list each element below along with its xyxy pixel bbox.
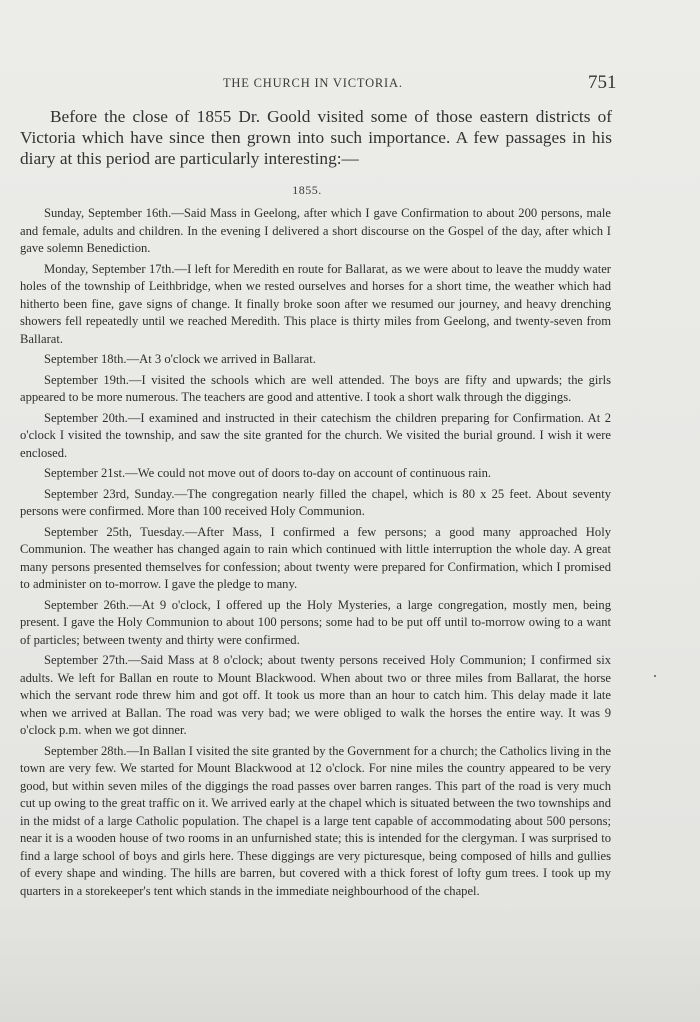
diary-entry: Monday, September 17th.—I left for Meredith en route for Ballarat, as we were about to leave the muddy water holes of the township of Leithbridge, when we rested ourselves and horses for a short time, the weather which had hitherto been fine, gave signs of change. It finally broke soon after we resumed our journey, and heavy drenching showers fell repeatedly until we reached Meredith. This place is thirty miles from Geelong, and twenty-seven from Ballarat. [20,261,611,346]
diary-entry: September 28th.—In Ballan I visited the site granted by the Government for a church; the Catholics living in the town are very few. We started for Mount Blackwood at 12 o'clock. For nine miles the country appeared to be very good, but within seven miles of the diggings the road passes over barren ranges. This part of the road is very much cut up owing to the great traffic on it. We arrived early at the chapel which is situated between the two townships and in the midst of a large Catholic population. The chapel is a large tent capable of accommodating about 500 persons; near it is a wooden house of two rooms in an unfurnished state; this is intended for the clergyman. I was surprised to find a large school of boys and girls here. These diggings are very picturesque, being composed of hills and gullies of every shape and winding. The hills are barren, but covered with a thick forest of lofty gum trees. I took up my quarters in a storekeeper's tent which stands in the immediate neighbourhood of the chapel. [20,743,611,898]
page-shading [0,902,700,1022]
diary-entry: September 20th.—I examined and instructed in their catechism the children preparing for Confirmation. At 2 o'clock I visited the township, and saw the site granted for the church. We visited the burial ground. I wish it were enclosed. [20,410,611,460]
diary-entry: Sunday, September 16th.—Said Mass in Geelong, after which I gave Confirmation to about 200 persons, male and female, adults and children. In the evening I delivered a short discourse on the Gospel of the day, after which I gave solemn Benediction. [20,206,611,255]
diary-entry: September 25th, Tuesday.—After Mass, I confirmed a few persons; a good many approached Holy Communion. The weather has changed again to rain which continued with little interruption the whole day. A great many persons presented themselves for confession; about twenty were prepared for Confirmation, which I promised to administer on to-morrow. I gave the pledge to many. [20,524,611,591]
diary-entry: September 27th.—Said Mass at 8 o'clock; about twenty persons received Holy Communion; I confirmed six adults. We left for Ballan en route to Mount Blackwood. When about two or three miles from Ballarat, the horse which the servant rode threw him and got off. It took us more than an hour to catch him. This delay made it late when we arrived at Ballan. The road was very bad; we were obliged to walk the horses the entire way. It was 9 o'clock p.m. when we got dinner. [20,653,611,737]
diary-entry: September 18th.—At 3 o'clock we arrived in Ballarat. [44,352,316,366]
running-title: THE CHURCH IN VICTORIA. [223,76,403,90]
diary-entries [20,205,611,903]
year-heading: 1855. [292,183,322,197]
running-head [0,74,700,94]
diary-entry: September 19th.—I visited the schools which are well attended. The boys are fifty and upwards; the girls appeared to be more numerous. The teachers are good and attentive. I took a short walk through the diggings. [20,372,611,404]
paper-speck [654,675,656,677]
diary-entry: September 21st.—We could not move out of doors to-day on account of continuous rain. [44,466,492,480]
diary-entry: September 23rd, Sunday.—The congregation nearly filled the chapel, which is 80 x 25 feet. About seventy persons were confirmed. More than 100 received Holy Communion. [20,486,611,518]
page-number: 751 [588,72,617,93]
diary-entry: September 26th.—At 9 o'clock, I offered up the Holy Mysteries, a large congregation, mostly men, being present. I gave the Holy Communion to about 100 persons; some had to be put off until to-morrow owing to a want of particles; between twenty and thirty were confirmed. [20,597,611,647]
intro-paragraph: Before the close of 1855 Dr. Goold visited some of those eastern districts of Victoria which have since then grown into such importance. A few passages in his diary at this period are particularly interesting:— [20,107,612,168]
